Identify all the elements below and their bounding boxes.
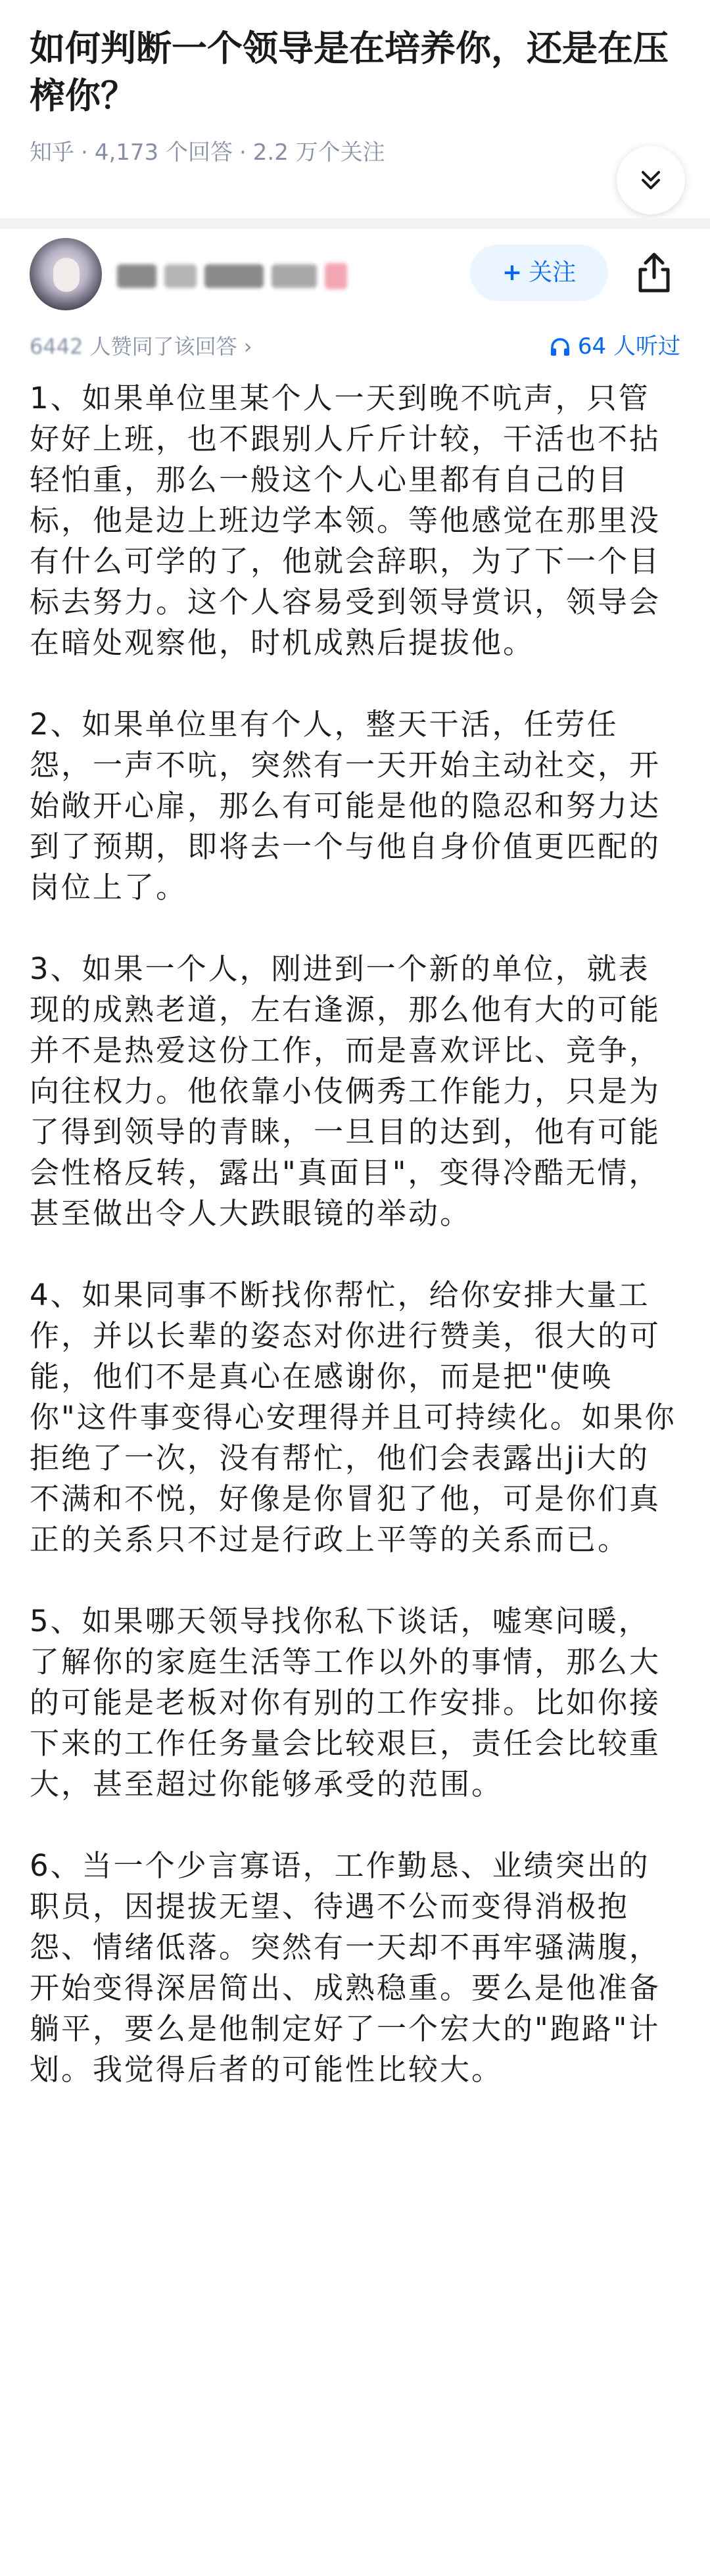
answers-count[interactable]: 4,173 个回答 bbox=[94, 139, 233, 166]
answer-paragraph-6: 6、当一个少言寡语，工作勤恳、业绩突出的职员，因提拔无望、待遇不公而变得消极抱怨、情绪低落。突然有一天却不再牢骚满腹，开始变得深居简出、成熟稳重。要么是他准备躺平，要么是他制定好了一个宏大的"跑路"计划。我觉得后者的可能性比较大。 bbox=[30, 1848, 661, 2087]
question-meta: 知乎 · 4,173 个回答 · 2.2 万个关注 bbox=[30, 139, 385, 166]
follow-label: 关注 bbox=[529, 259, 577, 286]
question-title[interactable]: 如何判断一个领导是在培养你，还是在压榨你？ bbox=[30, 28, 669, 116]
agree-count-row[interactable] bbox=[30, 332, 252, 361]
double-chevron-down-icon bbox=[638, 167, 664, 193]
author-name-blurred[interactable] bbox=[117, 256, 347, 296]
listen-count: 64 人听过 bbox=[577, 333, 680, 360]
headphones-icon bbox=[549, 335, 571, 358]
answer-paragraph-5: 5、如果哪天领导找你私下谈话，嘘寒问暖，了解你的家庭生活等工作以外的事情，那么大的可能是老板对你有别的工作安排。比如你接下来的工作任务量会比较艰巨，责任会比较重大，甚至超过你能够承受的范围。 bbox=[30, 1604, 661, 1801]
avatar[interactable] bbox=[30, 238, 102, 310]
listen-count-row[interactable] bbox=[549, 332, 680, 361]
answer-paragraph-3: 3、如果一个人，刚进到一个新的单位，就表现的成熟老道，左右逢源，那么他有大的可能并不是热爱这份工作，而是喜欢评比、竞争，向往权力。他依靠小伎俩秀工作能力，只是为了得到领导的青睐，一旦目的达到，他有可能会性格反转，露出"真面目"，变得冷酷无情，甚至做出令人大跌眼镜的举动。 bbox=[30, 951, 661, 1231]
agree-count: 6442 bbox=[30, 334, 83, 359]
followers-count: 2.2 万个关注 bbox=[252, 139, 385, 166]
answer-paragraph-2: 2、如果单位里有个人，整天干活，任劳任怨，一声不吭，突然有一天开始主动社交，开始敞开心扉，那么有可能是他的隐忍和努力达到了预期，即将去一个与他自身价值更匹配的岗位上了。 bbox=[30, 707, 661, 905]
plus-icon: + bbox=[502, 259, 523, 286]
section-divider bbox=[0, 218, 710, 229]
answer-paragraph-1: 1、如果单位里某个人一天到晚不吭声，只管好好上班，也不跟别人斤斤计较，干活也不拈轻怕重，那么一般这个人心里都有自己的目标，他是边上班边学本领。等他感觉在那里没有什么可学的了，他就会辞职，为了下一个目标去努力。这个人容易受到领导赏识，领导会在暗处观察他，时机成熟后提拔他。 bbox=[30, 381, 661, 660]
expand-button[interactable] bbox=[617, 146, 685, 214]
follow-button[interactable] bbox=[470, 245, 608, 301]
agree-label: 人赞同了该回答 › bbox=[89, 334, 252, 359]
answer-body bbox=[30, 378, 677, 2131]
source-label: 知乎 bbox=[30, 139, 74, 166]
answer-paragraph-4: 4、如果同事不断找你帮忙，给你安排大量工作，并以长辈的姿态对你进行赞美，很大的可能，他们不是真心在感谢你，而是把"使唤你"这件事变得心安理得并且可持续化。如果你拒绝了一次，没有帮忙，他们会表露出ji大的不满和不悦，好像是你冒犯了他，可是你们真正的关系只不过是行政上平等的关系而已。 bbox=[30, 1277, 676, 1557]
share-icon[interactable] bbox=[631, 250, 677, 296]
